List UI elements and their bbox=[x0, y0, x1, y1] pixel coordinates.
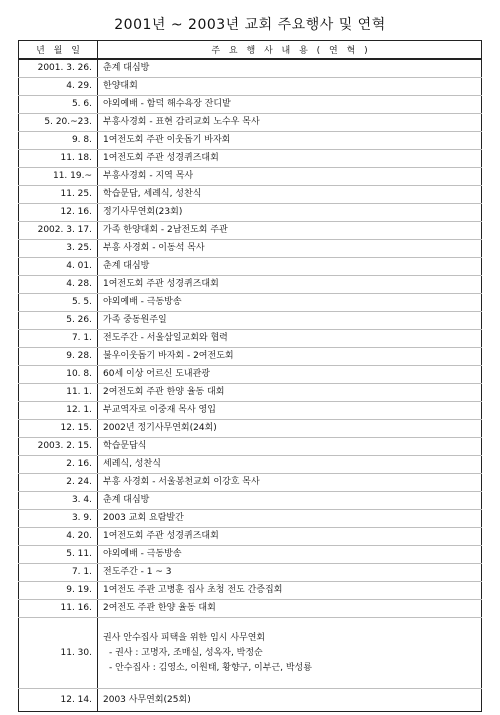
row-date: 9. 19. bbox=[19, 582, 98, 600]
table-row bbox=[19, 59, 482, 78]
table-row bbox=[19, 689, 482, 712]
table-row bbox=[19, 402, 482, 420]
table-row bbox=[19, 150, 482, 168]
table-row bbox=[19, 186, 482, 204]
row-event: 1여전도회 주관 성경퀴즈대회 bbox=[98, 528, 482, 546]
row-event: 학습문답, 세례식, 성찬식 bbox=[98, 186, 482, 204]
table-body bbox=[19, 59, 482, 712]
row-event: 전도주간 - 1 ~ 3 bbox=[98, 564, 482, 582]
row-event: 전도주간 - 서울삼일교회와 협력 bbox=[98, 330, 482, 348]
row-event: 부흥사경회 - 표현 감리교회 노수우 목사 bbox=[98, 114, 482, 132]
row-event: 정기사무연회(23회) bbox=[98, 204, 482, 222]
row-event: 가족 한양대회 - 2남전도회 주관 bbox=[98, 222, 482, 240]
row-event: 2여전도 주관 한양 율동 대회 bbox=[98, 600, 482, 618]
page-title: 2001년 ~ 2003년 교회 주요행사 및 연혁 bbox=[114, 17, 386, 33]
row-event-line: - 안수집사 : 김영소, 이원태, 황향구, 이부근, 박성룡 bbox=[109, 662, 312, 673]
table-row bbox=[19, 528, 482, 546]
table-row bbox=[19, 276, 482, 294]
table-header-row bbox=[19, 41, 482, 60]
row-date: 7. 1. bbox=[19, 564, 98, 582]
row-date: 4. 20. bbox=[19, 528, 98, 546]
table-row bbox=[19, 240, 482, 258]
row-date: 3. 9. bbox=[19, 510, 98, 528]
row-event: 2003 사무연회(25회) bbox=[98, 689, 482, 712]
table-row bbox=[19, 348, 482, 366]
row-event: 1여전도회 주관 이웃돕기 바자회 bbox=[98, 132, 482, 150]
row-event: 2여전도회 주관 한양 율동 대회 bbox=[98, 384, 482, 402]
row-event: 세례식, 성찬식 bbox=[98, 456, 482, 474]
header-event: 주 요 행 사 내 용 ( 연 혁 ) bbox=[98, 41, 482, 60]
row-date: 4. 28. bbox=[19, 276, 98, 294]
row-date: 2003. 2. 15. bbox=[19, 438, 98, 456]
table-row bbox=[19, 492, 482, 510]
row-date: 2001. 3. 26. bbox=[19, 59, 98, 78]
row-event: 야외예배 - 함덕 해수욕장 잔디밭 bbox=[98, 96, 482, 114]
row-date: 9. 28. bbox=[19, 348, 98, 366]
table-row bbox=[19, 438, 482, 456]
table-row bbox=[19, 564, 482, 582]
table-row bbox=[19, 600, 482, 618]
row-event: 학습문답식 bbox=[98, 438, 482, 456]
table-row bbox=[19, 168, 482, 186]
row-event: 2003 교회 요람발간 bbox=[98, 510, 482, 528]
table-row bbox=[19, 78, 482, 96]
table-row bbox=[19, 474, 482, 492]
row-event: 1여전도회 주관 성경퀴즈대회 bbox=[98, 150, 482, 168]
row-date: 5. 5. bbox=[19, 294, 98, 312]
row-date: 11. 16. bbox=[19, 600, 98, 618]
row-date: 2. 16. bbox=[19, 456, 98, 474]
row-event-line: 권사 안수집사 피택을 위한 임시 사무연회 bbox=[103, 632, 266, 643]
events-table bbox=[18, 40, 482, 712]
row-event: 2002년 정기사무연회(24회) bbox=[98, 420, 482, 438]
row-event: 부교역자로 이중재 목사 영입 bbox=[98, 402, 482, 420]
row-event: 춘계 대심방 bbox=[98, 492, 482, 510]
table-row bbox=[19, 294, 482, 312]
row-date: 5. 11. bbox=[19, 546, 98, 564]
row-event bbox=[98, 618, 482, 689]
row-date: 7. 1. bbox=[19, 330, 98, 348]
row-event: 부흥 사경회 - 서울봉천교회 이강호 목사 bbox=[98, 474, 482, 492]
row-event: 한양대회 bbox=[98, 78, 482, 96]
row-event: 야외예배 - 극동방송 bbox=[98, 546, 482, 564]
row-event-line: - 권사 : 고명자, 조매실, 성옥자, 박정순 bbox=[109, 647, 263, 658]
table-row bbox=[19, 384, 482, 402]
table-row bbox=[19, 96, 482, 114]
row-event: 60세 이상 어르신 도내관광 bbox=[98, 366, 482, 384]
row-date: 11. 18. bbox=[19, 150, 98, 168]
table-row bbox=[19, 420, 482, 438]
row-event: 불우이웃돕기 바자회 - 2여전도회 bbox=[98, 348, 482, 366]
table-row bbox=[19, 510, 482, 528]
row-date: 5. 26. bbox=[19, 312, 98, 330]
row-date: 11. 1. bbox=[19, 384, 98, 402]
row-event: 가족 중동원주일 bbox=[98, 312, 482, 330]
row-date: 12. 14. bbox=[19, 689, 98, 712]
row-date: 4. 29. bbox=[19, 78, 98, 96]
row-date: 11. 19.~ bbox=[19, 168, 98, 186]
table-row bbox=[19, 456, 482, 474]
row-date: 2002. 3. 17. bbox=[19, 222, 98, 240]
row-date: 3. 4. bbox=[19, 492, 98, 510]
table-row bbox=[19, 132, 482, 150]
table-row-multiline bbox=[19, 618, 482, 689]
row-event: 부흥 사경회 - 이동석 목사 bbox=[98, 240, 482, 258]
row-event: 부흥사경회 - 지역 목사 bbox=[98, 168, 482, 186]
row-date: 12. 15. bbox=[19, 420, 98, 438]
table-row bbox=[19, 330, 482, 348]
row-date: 3. 25. bbox=[19, 240, 98, 258]
row-date: 11. 30. bbox=[19, 618, 98, 689]
row-date: 2. 24. bbox=[19, 474, 98, 492]
row-date: 9. 8. bbox=[19, 132, 98, 150]
table-row bbox=[19, 546, 482, 564]
header-date: 년 월 일 bbox=[19, 41, 98, 60]
row-date: 11. 25. bbox=[19, 186, 98, 204]
table-row bbox=[19, 258, 482, 276]
row-event: 춘계 대심방 bbox=[98, 258, 482, 276]
row-event: 1여전도회 주관 성경퀴즈대회 bbox=[98, 276, 482, 294]
table-row bbox=[19, 222, 482, 240]
row-date: 12. 16. bbox=[19, 204, 98, 222]
row-date: 12. 1. bbox=[19, 402, 98, 420]
table-row bbox=[19, 114, 482, 132]
table-row bbox=[19, 366, 482, 384]
row-date: 10. 8. bbox=[19, 366, 98, 384]
row-date: 4. 01. bbox=[19, 258, 98, 276]
row-event: 야외예배 - 극동방송 bbox=[98, 294, 482, 312]
table-row bbox=[19, 204, 482, 222]
table-row bbox=[19, 312, 482, 330]
row-date: 5. 6. bbox=[19, 96, 98, 114]
row-event: 1여전도 주관 고병훈 집사 초청 전도 간증집회 bbox=[98, 582, 482, 600]
table-row bbox=[19, 582, 482, 600]
row-date: 5. 20.~23. bbox=[19, 114, 98, 132]
row-event: 춘계 대심방 bbox=[98, 59, 482, 78]
